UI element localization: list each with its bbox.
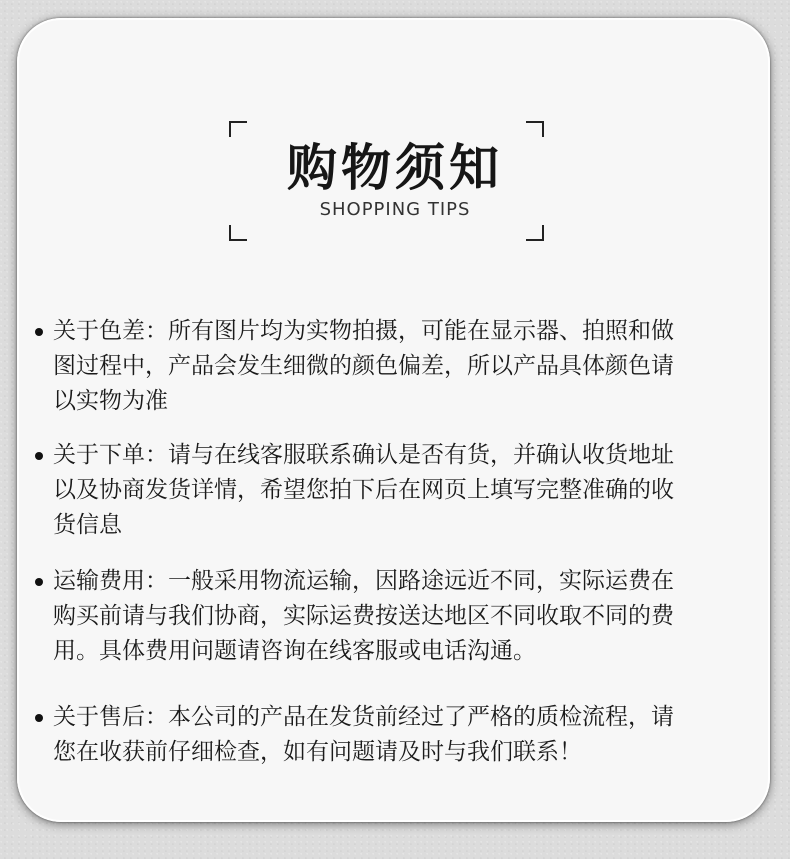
tip-line: 关于色差：所有图片均为实物拍摄，可能在显示器、拍照和做 (53, 318, 674, 344)
frame-corner-top-left (229, 121, 247, 137)
tip-line: 您在收获前仔细检查，如有问题请及时与我们联系！ (53, 739, 582, 765)
tip-line: 关于下单：请与在线客服联系确认是否有货，并确认收货地址 (53, 442, 674, 468)
tip-color-difference (53, 314, 753, 419)
tip-line: 购买前请与我们协商，实际运费按送达地区不同收取不同的费 (53, 603, 674, 629)
frame-corner-top-right (526, 121, 544, 137)
bullet-icon (35, 328, 43, 336)
tip-shipping-fees (53, 564, 753, 669)
tip-line: 运输费用：一般采用物流运输，因路途远近不同，实际运费在 (53, 568, 674, 594)
page-title: 购物须知 (287, 139, 503, 197)
tip-line: 图过程中，产品会发生细微的颜色偏差，所以产品具体颜色请 (53, 353, 674, 379)
tip-line: 以实物为准 (53, 388, 168, 414)
tip-after-sales (53, 700, 753, 770)
tip-line: 货信息 (53, 512, 122, 538)
tip-line: 关于售后：本公司的产品在发货前经过了严格的质检流程，请 (53, 704, 674, 730)
bullet-icon (35, 714, 43, 722)
tip-ordering (53, 438, 753, 543)
frame-corner-bottom-right (526, 225, 544, 241)
frame-corner-bottom-left (229, 225, 247, 241)
tip-line: 用。具体费用问题请咨询在线客服或电话沟通。 (53, 638, 536, 664)
page-subtitle: SHOPPING TIPS (319, 199, 471, 220)
bullet-icon (35, 578, 43, 586)
bullet-icon (35, 452, 43, 460)
tip-line: 以及协商发货详情，希望您拍下后在网页上填写完整准确的收 (53, 477, 674, 503)
